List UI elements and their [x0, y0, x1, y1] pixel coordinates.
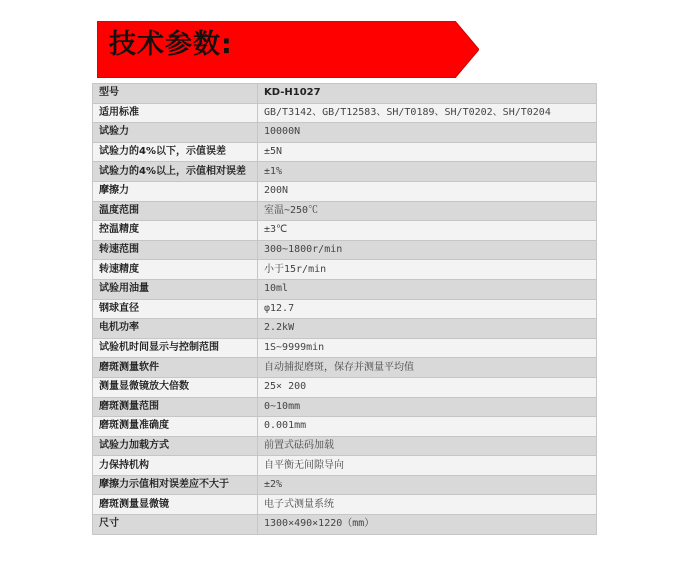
spec-label: 试验机时间显示与控制范围	[93, 338, 258, 358]
spec-label: 磨斑测量显微镜	[93, 495, 258, 515]
spec-row	[93, 358, 597, 378]
spec-label: 转速精度	[93, 260, 258, 280]
spec-row	[93, 240, 597, 260]
spec-row	[93, 181, 597, 201]
spec-label: 试验力加载方式	[93, 436, 258, 456]
spec-label: 试验力	[93, 123, 258, 143]
spec-row	[93, 103, 597, 123]
spec-value: 2.2kW	[258, 319, 597, 339]
spec-label: 试验力的4%以下，示值误差	[93, 142, 258, 162]
spec-row	[93, 377, 597, 397]
spec-label: 控温精度	[93, 221, 258, 241]
spec-label: 摩擦力示值相对误差应不大于	[93, 475, 258, 495]
spec-row	[93, 495, 597, 515]
section-title: 技术参数:	[109, 29, 233, 60]
spec-value: GB/T3142、GB/T12583、SH/T0189、SH/T0202、SH/T0204	[258, 103, 597, 123]
spec-row	[93, 201, 597, 221]
spec-label: 摩擦力	[93, 181, 258, 201]
spec-row	[93, 221, 597, 241]
spec-row	[93, 260, 597, 280]
spec-value: 0~10mm	[258, 397, 597, 417]
spec-label: 钢球直径	[93, 299, 258, 319]
spec-label: 磨斑测量准确度	[93, 417, 258, 437]
spec-value: 小于15r/min	[258, 260, 597, 280]
spec-row	[93, 456, 597, 476]
spec-table-body	[93, 84, 597, 535]
spec-row	[93, 299, 597, 319]
spec-label: 磨斑测量范围	[93, 397, 258, 417]
spec-value: 1300×490×1220（mm）	[258, 515, 597, 535]
spec-value: 25× 200	[258, 377, 597, 397]
spec-value: 10000N	[258, 123, 597, 143]
spec-row	[93, 84, 597, 104]
spec-value: 室温~250℃	[258, 201, 597, 221]
spec-row	[93, 475, 597, 495]
spec-row	[93, 338, 597, 358]
spec-label: 电机功率	[93, 319, 258, 339]
spec-row	[93, 162, 597, 182]
spec-row	[93, 397, 597, 417]
spec-row	[93, 417, 597, 437]
spec-label: 试验用油量	[93, 279, 258, 299]
spec-label: 测量显微镜放大倍数	[93, 377, 258, 397]
spec-value: ±1%	[258, 162, 597, 182]
spec-value: 1S~9999min	[258, 338, 597, 358]
spec-value: ±5N	[258, 142, 597, 162]
spec-row	[93, 515, 597, 535]
spec-row	[93, 123, 597, 143]
spec-value: KD-H1027	[258, 84, 597, 104]
spec-value: 300~1800r/min	[258, 240, 597, 260]
spec-label: 温度范围	[93, 201, 258, 221]
spec-value: 自平衡无间隙导向	[258, 456, 597, 476]
spec-row	[93, 319, 597, 339]
spec-row	[93, 279, 597, 299]
spec-value: φ12.7	[258, 299, 597, 319]
spec-label: 力保持机构	[93, 456, 258, 476]
spec-value: 10ml	[258, 279, 597, 299]
spec-row	[93, 436, 597, 456]
spec-label: 尺寸	[93, 515, 258, 535]
spec-value: 200N	[258, 181, 597, 201]
spec-label: 转速范围	[93, 240, 258, 260]
spec-value: 前置式砝码加载	[258, 436, 597, 456]
spec-value: ±3℃	[258, 221, 597, 241]
spec-value: 0.001mm	[258, 417, 597, 437]
spec-value: 电子式测量系统	[258, 495, 597, 515]
spec-table	[92, 83, 597, 535]
spec-label: 磨斑测量软件	[93, 358, 258, 378]
spec-value: 自动捕捉磨斑，保存并测量平均值	[258, 358, 597, 378]
spec-label: 型号	[93, 84, 258, 104]
spec-value: ±2%	[258, 475, 597, 495]
spec-label: 试验力的4%以上，示值相对误差	[93, 162, 258, 182]
section-banner	[97, 21, 479, 78]
spec-row	[93, 142, 597, 162]
spec-label: 适用标准	[93, 103, 258, 123]
